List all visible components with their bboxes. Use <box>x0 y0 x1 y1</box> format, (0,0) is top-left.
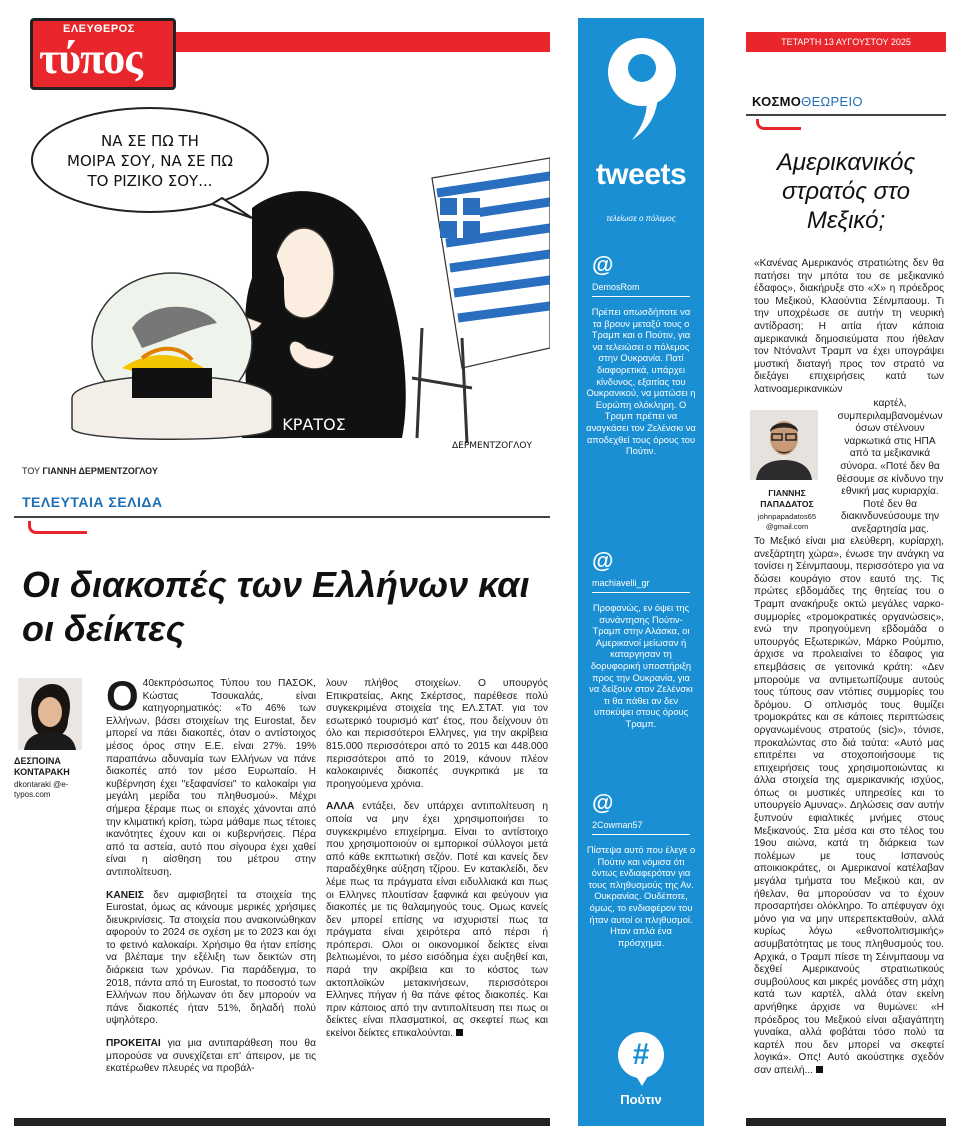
column-author-email: johnpapadatos65 @gmail.com <box>757 512 817 531</box>
at-icon-1: @ <box>592 252 614 277</box>
tweets-subtitle: τελείωσε ο πόλεμος <box>606 214 676 223</box>
end-mark-icon <box>456 1029 463 1036</box>
tweet-text-3: Πίστεψα αυτό που έλεγε ο Πούτιν και νόμισα ότι όντως ενδιαφερόταν για τους πληθυσμούς της Αν. Ουκρανίας. Ουδέποτε, όμως, το ενδιαφέρον του ήταν αυτοί οι πληθυσμοί. Ηταν απλά ένα πρόσχημα. <box>586 844 696 948</box>
column-author-photo <box>750 410 818 480</box>
article-paragraph-1 <box>106 672 316 880</box>
article-paragraph-3b <box>326 678 548 791</box>
author-photo <box>18 678 82 750</box>
column-label-rest: ΘΕΩΡΕΙΟ <box>801 94 863 109</box>
cartoon-illustration <box>22 98 550 458</box>
cartoon-speech-line3: ΤΟ ΡΙΖΙΚΟ ΣΟΥ... <box>87 172 213 190</box>
section-rule <box>14 516 550 518</box>
cartoon-speech-line1: ΝΑ ΣΕ ΠΩ ΤΗ <box>101 132 199 150</box>
tweet-divider-1 <box>592 296 690 297</box>
tweet-handle-3: 2Cowman57 <box>592 820 643 830</box>
issue-date: ΤΕΤΑΡΤΗ 13 ΑΥΓΟΥΣΤΟΥ 2025 <box>746 32 946 52</box>
header-red-bar <box>164 32 550 52</box>
paragraph-4-lead: ΑΛΛΑ <box>326 801 355 813</box>
masthead-logo <box>30 18 176 90</box>
column-text-3 <box>754 536 944 1078</box>
masthead-small: ΕΛΕΥΘΕΡΟΣ <box>63 23 135 35</box>
opinion-column <box>746 18 946 1126</box>
tweet-divider-2 <box>592 592 690 593</box>
dropcap: Ο <box>106 672 139 719</box>
footer-rule <box>14 1118 550 1126</box>
column-footer-rule <box>746 1118 946 1126</box>
paragraph-3-lead: ΠΡΟΚΕΙΤΑΙ <box>106 1038 161 1050</box>
column-text-1: «Κανένας Αμερικανός στρατιώτης δεν θα πατήσει την μπότα του σε μεξικανικό έδαφος», διακήρυξε στο «Χ» η πρόεδρος του Μεξικού, Κλαούντια Σέινμπαουμ. Τι την υποχρέωσε σε αυτήν τη νευρική αντίδραση; Η αιτία ήταν κάποια αμερικανικά δημοσιεύματα που ήθελαν τον Ντόναλντ Τραμπ να έχει υπογράψει μυστική διαταγή προς τον στρατό να διεξάγει επιχειρήσεις κατά των λατινοαμερικανικών <box>754 258 944 395</box>
article-headline: Οι διακοπές των Ελλήνων και οι δείκτες <box>22 564 530 649</box>
paragraph-2-lead: ΚΑΝΕΙΣ <box>106 889 144 901</box>
column-end-mark-icon <box>816 1066 823 1073</box>
at-icon-2: @ <box>592 548 614 573</box>
article-paragraph-3a <box>106 1038 316 1076</box>
paragraph-4-text: εντάξει, δεν υπάρχει αντιπολίτευση η οποία να μην έχει χρησιμοποιήσει το συγκεκριμένο επιχείρημα. Είναι το αντίστοιχο που χρησιμοποιούν οι εμπορικοί σύλλογοι μετά από κάθε εκπτωτική σεζόν. Ποτέ και κανείς δεν παραδέχθηκε αύξηση τζίρου. Εν κατακλείδι, δεν λέμε πως τα πράγματα είναι ειδυλλιακά και πως οι Ελληνες πλουτίσαν ξαφνικά και φεύγουν για διακοπές με τις θαλαμηγούς τους. Ομως κανείς δεν μπορεί επίσης να ισχυριστεί πως τα πράγματα είναι χειρότερα από πέρσι ή πρόπερσι. Ολοι οι οικονομικοί δείκτες είναι βελτιωμένοι, το μέσο εισόδημα έχει αυξηθεί και, παρά την ακρίβεια και το κόστος των ακτοπλοϊκών μετακινήσεων, περισσότεροι Ελληνες πήγαν ή θα πάνε φέτος διακοπές. Και πριν κάποιος από την αντιπολίτευση πει πως οι δείκτες είναι πλασματικοί, ας σκεφτεί πως και εκείνοι δείκτες επικαλούνται. <box>326 801 548 1040</box>
paragraph-1-text: 40εκπρόσωπος Τύπου του ΠΑΣΟΚ, Κώστας Τσουκαλάς, είναι κατηγορηματικός: «Το 46% των Ελλήνων, βάσει στοιχείων της Eurostat, δεν μπορεί να πάει διακοπές, όταν ο αντίστοιχος μέσος όρος στην Ε.Ε. είναι 27%. 19% παραπάνω αδυναμία των Ελλήνων να πάνε διακοπές από τον μέσο Ευρωπαίο. Η κυβέρνηση έχει "εξαφανίσει" το καλοκαίρι για μεγάλη μερίδα του πληθυσμού». Μέχρι σήμερα ξέραμε πως οι εποχές χάνονται από την κλιματική κρίση, τώρα μάθαμε πως τέτοιες ικανότητες έχουν και οι κυβερνήσεις. Πέρα από τα αστεία, αυτό που σίγουρα έχει χαθεί είναι η αίσθηση του μέτρου στην αντιπολίτευση. <box>106 678 316 878</box>
paragraph-2-text: δεν αμφισβητεί τα στοιχεία της Eurostat, όμως ας κάνουμε μερικές χρήσιμες διευκρινίσεις. Τα στοιχεία που ανακοινώθηκαν αφορούν το 2024 σε σχέση με το 2023 και όχι το φετινό καλοκαίρι. Χρήσιμο θα ήταν επίσης να βλέπαμε την εξέλιξη των δεικτών στη διάρκεια των χρόνων. Για παράδειγμα, το 2018, πάντα από τη Eurostat, το ποσοστό των Ελλήνων που δήλωναν ότι δεν μπορούν να πάνε διακοπές ήταν 51%, δηλαδή πολύ υψηλότερο. <box>106 889 316 1027</box>
column-rule <box>746 114 946 116</box>
article-paragraph-4 <box>326 801 548 1040</box>
column-headline: Αμερικανικός στρατός στο Μεξικό; <box>776 149 916 234</box>
author-name: ΔΕΣΠΟΙΝΑ ΚΟΝΤΑΡΑΚΗ <box>14 756 70 777</box>
section-label: ΤΕΛΕΥΤΑΙΑ ΣΕΛΙΔΑ <box>22 494 163 510</box>
cartoon-signature: ΔΕΡΜΕΝΤΖΟΓΛΟΥ <box>452 441 532 451</box>
tweets-column <box>578 18 704 1126</box>
article-column-1 <box>106 672 316 1086</box>
cartoon-credit <box>22 466 158 476</box>
hashtag-icon: # <box>618 1032 664 1078</box>
section-accent-mark <box>28 521 87 534</box>
column-author-name: ΓΙΑΝΝΗΣ ΠΑΠΑΔΑΤΟΣ <box>760 488 814 509</box>
column-text-2: καρτέλ, συμπεριλαμβανομένων όσων στέλνουν ναρκωτικά στις ΗΠΑ από τα μεξικανικά σύνορα. «Ποτέ δεν θα θέσουμε σε κίνδυνο την εθνική μας κυριαρχία. Ποτέ δεν θα διακινδυνεύσουμε την ανεξαρτησία μας. <box>836 398 944 535</box>
main-article-column <box>14 18 550 1126</box>
column-section-label <box>752 94 863 109</box>
cartoon-label: ΚΡΑΤΟΣ <box>282 415 346 434</box>
paragraph-3-text-b: λουν πλήθος στοιχείων. Ο υπουργός Επικρατείας, Ακης Σκέρτσος, παρέθεσε πολύ συγκεκριμένα στοιχεία της ΕΛ.ΣΤΑΤ. για τον εσωτερικό τουρισμό κατ' έτος, που δείχνουν ότι όλο και περισσότεροι Ελληνες, για την ακρίβεια 815.000 περισσότεροι από το 2015 και 448.000 περισσότεροι από το 2019, κάνουν πλέον καλοκαιρινές διακοπές συγκριτικά με τα προηγούμενα χρόνια. <box>326 678 548 790</box>
tweet-text-1: Πρέπει οπωσδήποτε να τα βρουν μεταξύ τους ο Τραμπ και ο Πούτιν, για να τελειώσει ο πόλεμος στην Ουκρανία. Πατί διαφορετικά, υπάρχει κίνδυνος, εξαιτίας του Ουκρανικού, να ματώσει η Ευρώπη ολόκληρη. Ο Τραμπ πρέπει να αναγκάσει τον Ζελένσκι να αποδεχθεί τους όρους του Πούτιν. <box>586 306 696 457</box>
column-label-bold: ΚΟΣΜΟ <box>752 94 802 109</box>
cartoon-speech-line2: ΜΟΙΡΑ ΣΟΥ, ΝΑ ΣΕ ΠΩ <box>67 152 233 170</box>
at-icon-3: @ <box>592 790 614 815</box>
credit-prefix: ΤΟΥ <box>22 466 43 476</box>
paragraph-3-text-a: για μια αντιπαράθεση που θα μπορούσε να συνεχίζεται επ' άπειρον, με τις εκατέρωθεν πλευρές να προβάλ- <box>106 1038 316 1075</box>
masthead-big: τύπος <box>39 34 142 83</box>
article-paragraph-2 <box>106 890 316 1029</box>
tweet-divider-3 <box>592 834 690 835</box>
author-email: dkontaraki @e-typos.com <box>14 780 69 799</box>
tweets-bird-icon <box>602 32 682 142</box>
article-column-2 <box>326 678 548 1051</box>
column-author-avatar-icon <box>750 410 818 480</box>
credit-name: ΓΙΑΝΝΗ ΔΕΡΜΕΝΤΖΟΓΛΟΥ <box>42 466 158 476</box>
tweets-title: tweets <box>595 158 687 191</box>
tweet-handle-1: DemosRom <box>592 282 640 292</box>
column-accent-mark <box>756 119 801 130</box>
tweet-text-2: Προφανώς, εν όψει της συνάντησης Πούτιν-Τραμπ στην Αλάσκα, οι Αμερικανοί μείωσαν ή καταργησαν τη δορυφορική υποστήριξη προς την Ουκρανία, για να δείξουν στον Ζελένσκι τι θα πάθει αν δεν υποκύψει στους όρους Τραμπ. <box>589 602 693 729</box>
greek-flag-drawing <box>432 158 550 368</box>
column-text-3-body: Το Μεξικό είναι μια ελεύθερη, κυρίαρχη, ανεξάρτητη χώρα», ένωσε την ανάγκη να τονίσει η Σέινμπαουμ, περισσότερο για να δώσει κουράγιο στον εαυτό της. Τις πρώτες εβδομάδες της θητείας του ο Τραμπ ανακήρυξε οκτώ μεγάλες ναρκο-συμμορίες «τρομοκρατικές οργανώσεις», ενώ την προηγούμενη εβδομάδα ο υπουργός Εξωτερικών, Μάρκο Ρούμπιο, άρχισε να προλειαίνει το έδαφος για επεμβάσεις σε γειτονικά κράτη: «Δεν μπορούμε να αντιμετωπίζουμε αυτούς τους τύπους σαν ντόπιες συμμορίες του δρόμου. Ο οπλισμός τους θυμίζει τρομοκράτες και σε κάποιες περιπτώσεις οργανωμένους στρατούς (sic)», τόνισε, προκαλώντας στο διά ταύτα: «Αυτό μας επιτρέπει να στοχοποιήσουμε τις επιχειρήσεις τους χρησιμοποιώντας κι άλλα στοιχεία της αμερικανικής ισχύος, όπως οι μυστικές υπηρεσίες και το υπουργείο Αμυνας». Δηλώσεις σαν αυτήν ξυπνούν εφιαλτικές μνήμες στους Μεξικανούς. Στα μέσα και στο τέλος του 19ου αιώνα, κατά τη διάρκεια των πολέμων με τους Ισπανούς αποικιοκράτες, οι Αμερικανοί κατέλαβαν μεγάλα τμήματα του Μεξικού και, αν ήθελαν, θα μπορούσαν να το έχουν προσαρτήσει ολόκληρο. Το απέφυγαν όχι μόνο για να μην υπερεπεκταθούν, αλλά κυρίως λόγω «εθνοπολιτισμικής» ασυμβατότητας με τους πληθυσμούς του. Αρχικά, ο Τραμπ πίεσε τη Σέινμπαουμ να δεχθεί Αμερικανούς στρατιωτικούς συμβούλους και μικρές μονάδες στη μάχη κατά των καρτέλ, αλλά όταν εκείνη αρνήθηκε άρχισε να θυμώνει: «Η πρόεδρος του Μεξικού είναι αξιαγάπητη γυναίκα, αλλά φοβάται τόσο πολύ τα καρτέλ που δεν μπορεί να σκεφτεί λογικά». Οπς! Αυτό ακούστηκε σχεδόν σαν απειλή... <box>754 536 944 1076</box>
tweet-handle-2: machiavelli_gr <box>592 578 650 588</box>
author-avatar-icon <box>18 678 82 750</box>
hashtag-label: Πούτιν <box>620 1092 662 1107</box>
